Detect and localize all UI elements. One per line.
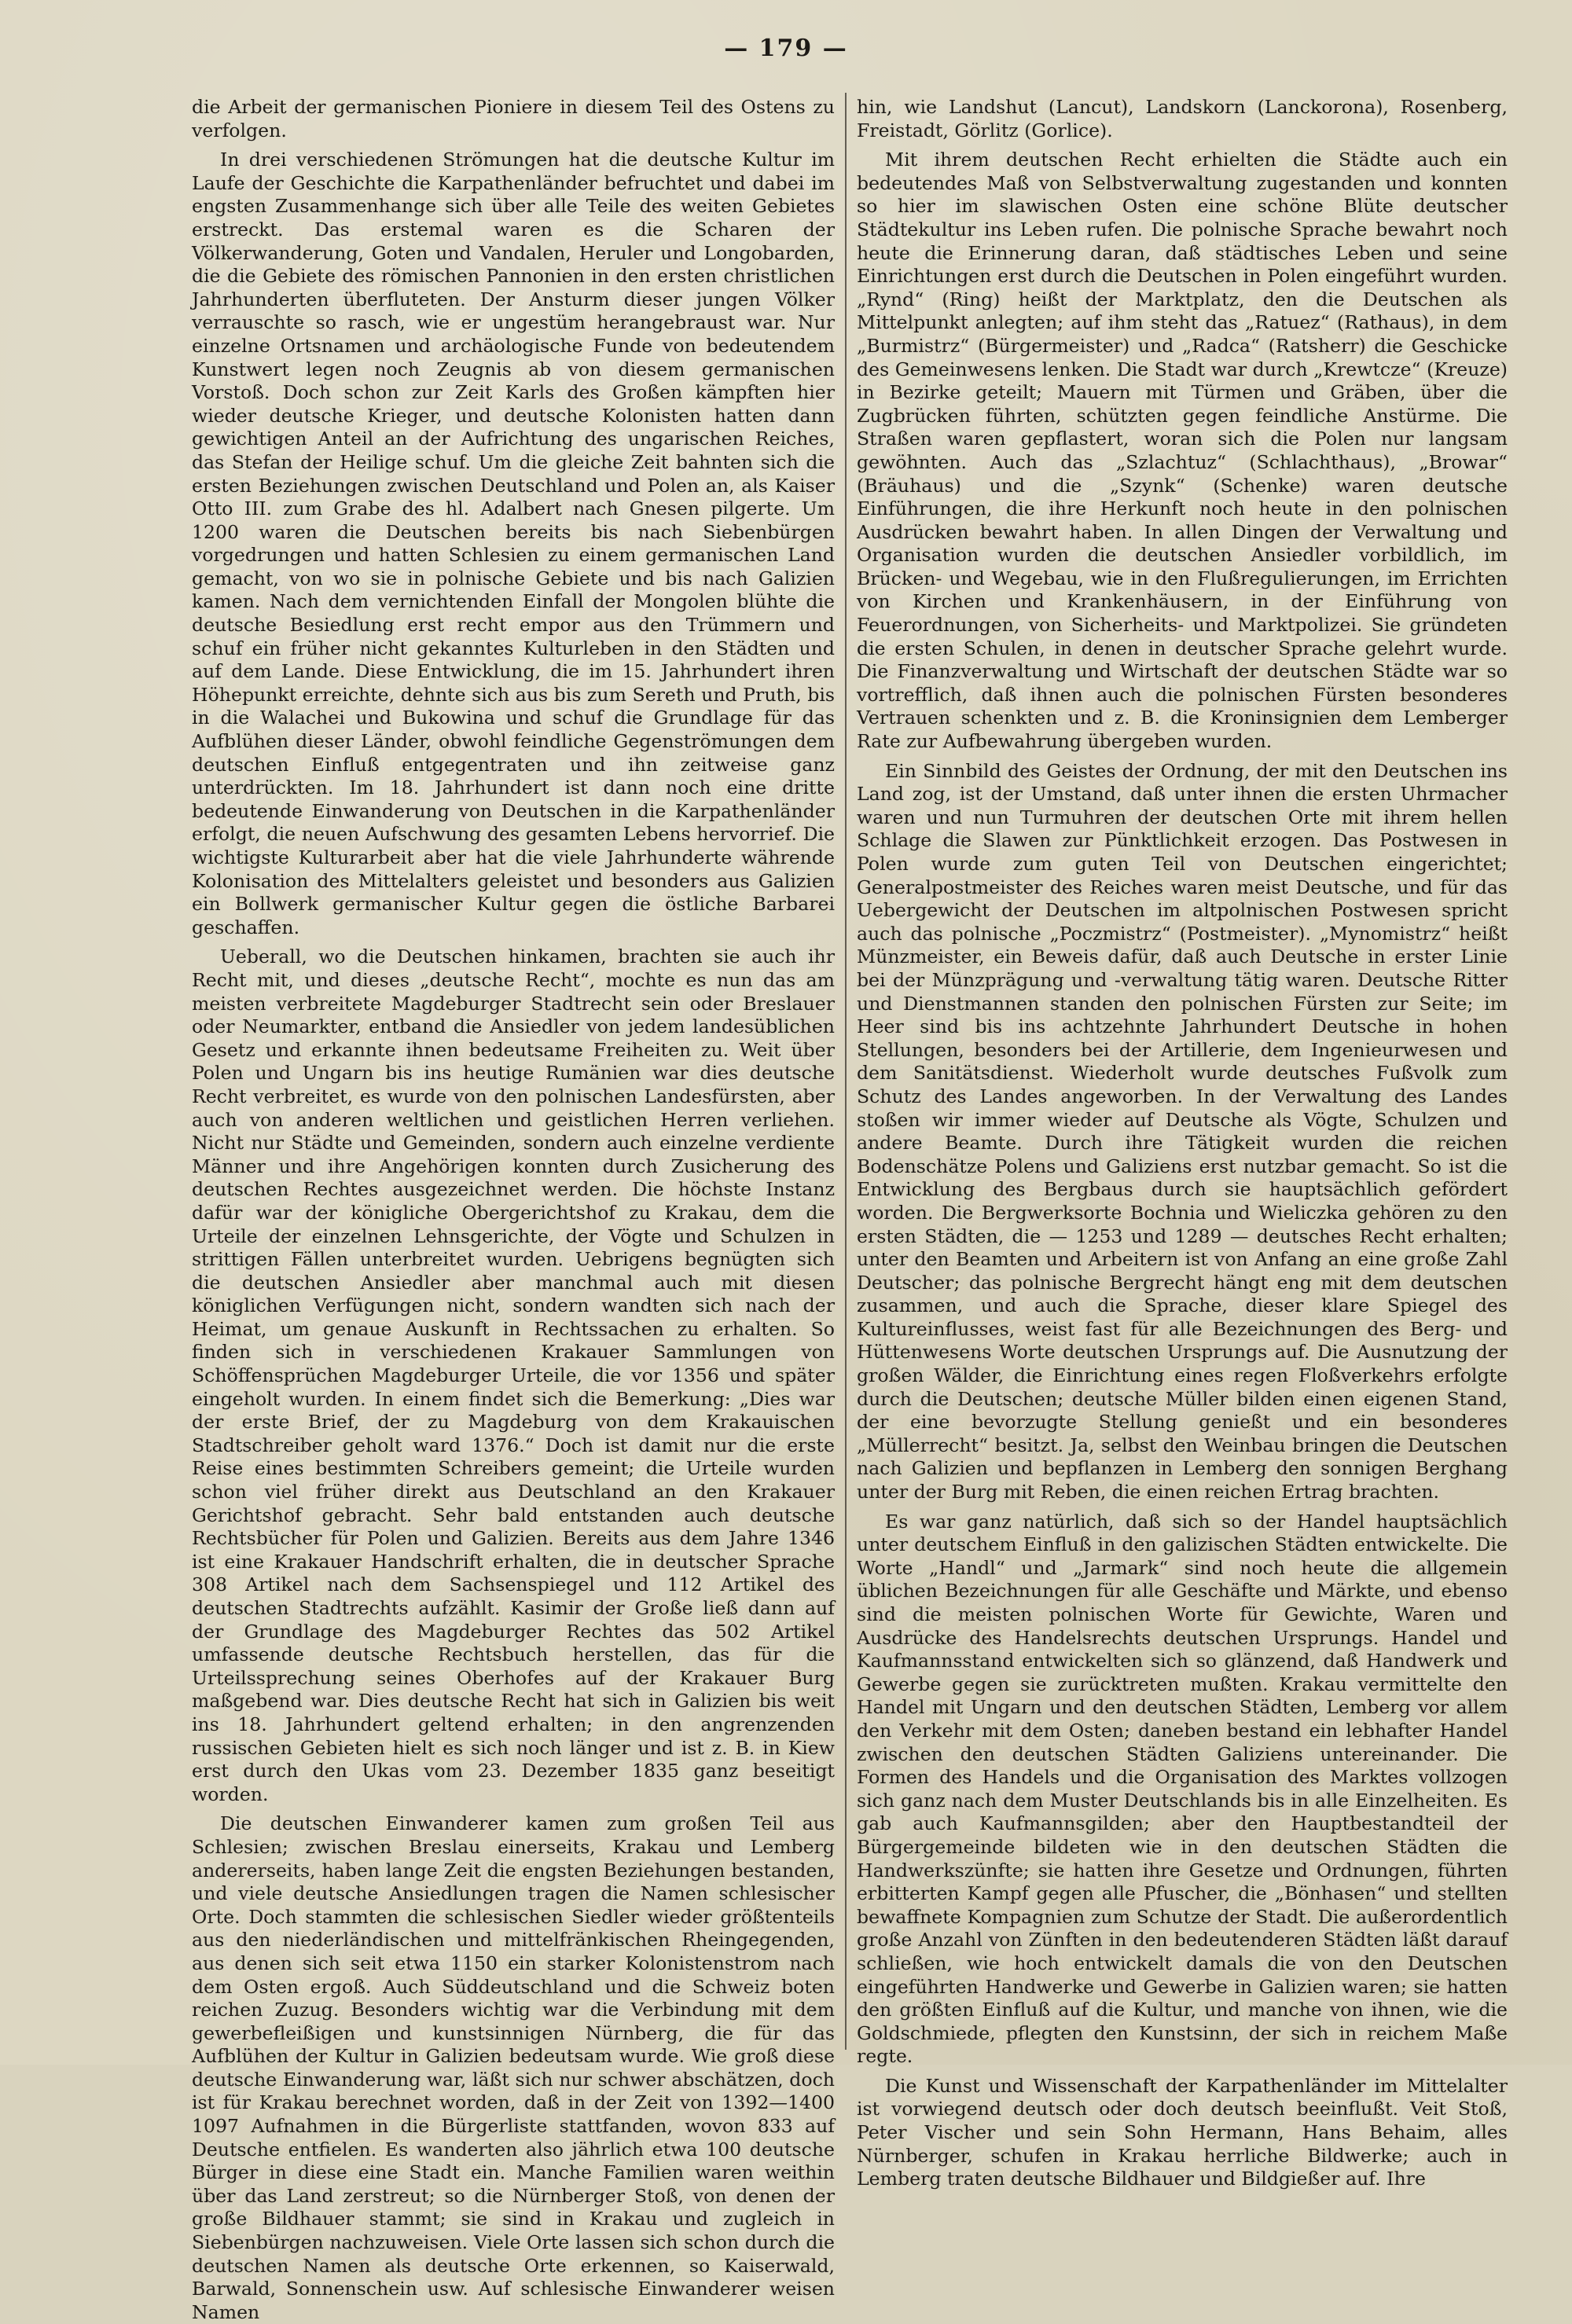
column-divider bbox=[845, 93, 847, 2050]
paragraph: Die deutschen Einwanderer kamen zum großen Teil aus Schlesien; zwischen Breslau einerseits, Krakau und Lemberg andererseits, haben lange Zeit die engsten Beziehungen bestanden, und viele deutsche Ansiedlungen tragen die Namen schlesischer Orte. Doch stammten die schlesischen Siedler wieder größtenteils aus den niederländischen und mittelfränkischen Rheingegenden, aus denen sich seit etwa 1150 ein starker Kolonistenstrom nach dem Osten ergoß. Auch Süddeutschland und die Schweiz boten reichen Zuzug. Besonders wichtig war die Verbindung mit dem gewerbefleißigen und kunstsinnigen Nürnberg, die für das Aufblühen der Kultur in Galizien bedeutsam wurde. Wie groß diese deutsche Einwanderung war, läßt sich nur schwer abschätzen, doch ist für Krakau berechnet worden, daß in der Zeit von 1392—1400 1097 Aufnahmen in die Bürgerliste stattfanden, wovon 833 auf Deutsche entfielen. Es wanderten also jährlich etwa 100 deutsche Bürger in diese eine Stadt ein. Manche Familien waren weithin über das Land zerstreut; so die Nürnberger Stoß, von denen der große Bildhauer stammt; sie sind in Krakau und zugleich in Siebenbürgen nachzuweisen. Viele Orte lassen sich schon durch die deutschen Namen als deutsche Orte erkennen, so Kaiserwald, Barwald, Sonnenschein usw. Auf schlesische Einwanderer weisen Namen bbox=[192, 1812, 835, 2323]
paragraph: Ein Sinnbild des Geistes der Ordnung, der mit den Deutschen ins Land zog, ist der Umstand, daß unter ihnen die ersten Uhrmacher waren und nun Turmuhren der deutschen Orte mit ihrem hellen Schlage die Slawen zur Pünktlichkeit erzogen. Das Postwesen in Polen wurde zum guten Teil von Deutschen eingerichtet; Generalpostmeister des Reiches waren meist Deutsche, und für das Uebergewicht der Deutschen im altpolnischen Postwesen spricht auch das polnische „Poczmistrz“ (Postmeister). „Mynomistrz“ heißt Münzmeister, ein Beweis dafür, daß auch Deutsche in erster Linie bei der Münzprägung und -verwaltung tätig waren. Deutsche Ritter und Dienstmannen standen den polnischen Fürsten zur Seite; im Heer sind bis ins achtzehnte Jahrhundert Deutsche in hohen Stellungen, besonders bei der Artillerie, dem Ingenieurwesen und dem Sanitätsdienst. Wiederholt wurde deutsches Fußvolk zum Schutz des Landes angeworben. In der Verwaltung des Landes stoßen wir immer wieder auf Deutsche als Vögte, Schulzen und andere Beamte. Durch ihre Tätigkeit wurden die reichen Bodenschätze Polens und Galiziens erst nutzbar gemacht. So ist die Entwicklung des Bergbaus durch sie hauptsächlich gefördert worden. Die Bergwerksorte Bochnia und Wieliczka gehören zu den ersten Städten, die — 1253 und 1289 — deutsches Recht erhalten; unter den Beamten und Arbeitern ist von Anfang an eine große Zahl Deutscher; das polnische Bergrecht hängt eng mit dem deutschen zusammen, und auch die Sprache, dieser klare Spiegel des Kultureinflusses, weist fast für alle Bezeichnungen des Berg- und Hüttenwesens Worte deutschen Ursprungs auf. Die Ausnutzung der großen Wälder, die Einrichtung eines regen Floßverkehrs erfolgte durch die Deutschen; deutsche Müller bilden einen eigenen Stand, der eine bevorzugte Stellung genießt und ein besonderes „Müllerrecht“ besitzt. Ja, selbst den Weinbau bringen die Deutschen nach Galizien und bepflanzen in Lemberg den sonnigen Berghang unter der Burg mit Reben, die einen reichen Ertrag brachten. bbox=[857, 759, 1508, 1503]
paragraph: hin, wie Landshut (Lancut), Landskorn (Lanckorona), Rosenberg, Freistadt, Görlitz (Gorlice). bbox=[857, 96, 1508, 141]
paragraph: die Arbeit der germanischen Pioniere in diesem Teil des Ostens zu verfolgen. bbox=[192, 96, 835, 141]
right-column bbox=[857, 96, 1508, 2190]
paragraph: Die Kunst und Wissenschaft der Karpathenländer im Mittelalter ist vorwiegend deutsch oder doch deutsch beeinflußt. Veit Stoß, Peter Vischer und sein Sohn Hermann, Hans Behaim, alles Nürnberger, schufen in Krakau herrliche Bildwerke; auch in Lemberg traten deutsche Bildhauer und Bildgießer auf. Ihre bbox=[857, 2074, 1508, 2190]
paragraph: Mit ihrem deutschen Recht erhielten die Städte auch ein bedeutendes Maß von Selbstverwaltung zugestanden und konnten so hier im slawischen Osten eine schöne Blüte deutscher Städtekultur ins Leben rufen. Die polnische Sprache bewahrt noch heute die Erinnerung daran, daß städtisches Leben und seine Einrichtungen erst durch die Deutschen in Polen eingeführt wurden. „Rynd“ (Ring) heißt der Marktplatz, den die Deutschen als Mittelpunkt anlegten; auf ihm steht das „Ratuez“ (Rathaus), in dem „Burmistrz“ (Bürgermeister) und „Radca“ (Ratsherr) die Geschicke des Gemeinwesens lenken. Die Stadt war durch „Krewtcze“ (Kreuze) in Bezirke geteilt; Mauern mit Türmen und Gräben, über die Zugbrücken führten, schützten gegen feindliche Anstürme. Die Straßen waren gepflastert, woran sich die Polen nur langsam gewöhnten. Auch das „Szlachtuz“ (Schlachthaus), „Browar“ (Bräuhaus) und die „Szynk“ (Schenke) waren deutsche Einführungen, die ihre Herkunft noch heute in den polnischen Ausdrücken bewahrt haben. In allen Dingen der Verwaltung und Organisation wurden die deutschen Ansiedler vorbildlich, im Brücken- und Wegebau, wie in den Flußregulierungen, im Errichten von Kirchen und Krankenhäusern, in der Einführung von Feuerordnungen, von Sicherheits- und Marktpolizei. Sie gründeten die ersten Schulen, in denen in deutscher Sprache gelehrt wurde. Die Finanzverwaltung und Wirtschaft der deutschen Städte war so vortrefflich, daß ihnen auch die polnischen Fürsten besonderes Vertrauen schenkten und z. B. die Kroninsignien dem Lemberger Rate zur Aufbewahrung übergeben wurden. bbox=[857, 149, 1508, 753]
page-number: — 179 — bbox=[724, 35, 848, 62]
paragraph: In drei verschiedenen Strömungen hat die deutsche Kultur im Laufe der Geschichte die Karpathenländer befruchtet und dabei im engsten Zusammenhange sich über alle Teile des weiten Gebietes erstreckt. Das erstemal waren es die Scharen der Völkerwanderung, Goten und Vandalen, Heruler und Longobarden, die die Gebiete des römischen Pannonien in den ersten christlichen Jahrhunderten überfluteten. Der Ansturm dieser jungen Völker verrauschte so rasch, wie er ungestüm herangebraust war. Nur einzelne Ortsnamen und archäologische Funde von bedeutendem Kunstwert legen noch Zeugnis ab von diesem germanischen Vorstoß. Doch schon zur Zeit Karls des Großen kämpften hier wieder deutsche Krieger, und deutsche Kolonisten hatten dann gewichtigen Anteil an der Aufrichtung des ungarischen Reiches, das Stefan der Heilige schuf. Um die gleiche Zeit bahnten sich die ersten Beziehungen zwischen Deutschland und Polen an, als Kaiser Otto III. zum Grabe des hl. Adalbert nach Gnesen pilgerte. Um 1200 waren die Deutschen bereits bis nach Siebenbürgen vorgedrungen und hatten Schlesien zu einem germanischen Land gemacht, von wo sie in polnische Gebiete und bis nach Galizien kamen. Nach dem vernichtenden Einfall der Mongolen blühte die deutsche Besiedlung erst recht empor aus den Trümmern und schuf ein früher nicht gekanntes Kulturleben in den Städten und auf dem Lande. Diese Entwicklung, die im 15. Jahrhundert ihren Höhepunkt erreichte, dehnte sich aus bis zum Sereth und Pruth, bis in die Walachei und Bukowina und schuf die Grundlage für das Aufblühen dieser Länder, obwohl feindliche Gegenströmungen dem deutschen Einfluß entgegentraten und ihn zeitweise ganz unterdrückten. Im 18. Jahrhundert ist dann noch eine dritte bedeutende Einwanderung von Deutschen in die Karpathenländer erfolgt, die neuen Aufschwung des gesamten Lebens hervorrief. Die wichtigste Kulturarbeit aber hat die viele Jahrhunderte währende Kolonisation des Mittelalters geleistet und besonders aus Galizien ein Bollwerk germanischer Kultur gegen die östliche Barbarei geschaffen. bbox=[192, 149, 835, 938]
paragraph: Es war ganz natürlich, daß sich so der Handel hauptsächlich unter deutschem Einfluß in den galizischen Städten entwickelte. Die Worte „Handl“ und „Jarmark“ sind noch heute die allgemein üblichen Bezeichnungen für alle Geschäfte und Märkte, und ebenso sind die meisten polnischen Worte für Gewichte, Waren und Ausdrücke des Handelsrechts deutschen Ursprungs. Handel und Kaufmannsstand entwickelten sich so glänzend, daß Handwerk und Gewerbe gegen sie zurücktreten mußten. Krakau vermittelte den Handel mit Ungarn und den deutschen Städten, Lemberg vor allem den Verkehr mit dem Osten; daneben bestand ein lebhafter Handel zwischen den deutschen Städten Galiziens untereinander. Die Formen des Handels und die Organisation des Marktes vollzogen sich ganz nach dem Muster Deutschlands bis in alle Einzelheiten. Es gab auch Kaufmannsgilden; aber den Hauptbestandteil der Bürgergemeinde bildeten wie in den deutschen Städten die Handwerkszünfte; sie hatten ihre Gesetze und Ordnungen, führten erbitterten Kampf gegen alle Pfuscher, die „Bönhasen“ und stellten bewaffnete Kompagnien zum Schutze der Stadt. Die außerordentlich große Anzahl von Zünften in den bedeutenderen Städten läßt darauf schließen, wie hoch entwickelt damals die von den Deutschen eingeführten Handwerke und Gewerbe in Galizien waren; sie hatten den größten Einfluß auf die Kultur, und manche von ihnen, wie die Goldschmiede, pflegten den Kunstsinn, der sich in reichem Maße regte. bbox=[857, 1510, 1508, 2068]
paragraph: Ueberall, wo die Deutschen hinkamen, brachten sie auch ihr Recht mit, und dieses „deutsche Recht“, mochte es nun das am meisten verbreitete Magdeburger Stadtrecht sein oder Breslauer oder Neumarkter, entband die Ansiedler von jedem landesüblichen Gesetz und erkannte ihnen bedeutsame Freiheiten zu. Weit über Polen und Ungarn bis ins heutige Rumänien war dies deutsche Recht verbreitet, es wurde von den polnischen Landesfürsten, aber auch von anderen weltlichen und geistlichen Herren verliehen. Nicht nur Städte und Gemeinden, sondern auch einzelne verdiente Männer und ihre Angehörigen konnten durch Zusicherung des deutschen Rechtes ausgezeichnet werden. Die höchste Instanz dafür war der königliche Obergerichtshof zu Krakau, dem die Urteile der einzelnen Lehnsgerichte, der Vögte und Schulzen in strittigen Fällen unterbreitet wurden. Uebrigens begnügten sich die deutschen Ansiedler aber manchmal auch mit diesen königlichen Verfügungen nicht, sondern wandten sich nach der Heimat, um genaue Auskunft in Rechtssachen zu erhalten. So finden sich in verschiedenen Krakauer Sammlungen von Schöffensprüchen Magdeburger Urteile, die vor 1356 und später eingeholt wurden. In einem findet sich die Bemerkung: „Dies war der erste Brief, der zu Magdeburg von dem Krakauischen Stadtschreiber geholt ward 1376.“ Doch ist damit nur die erste Reise eines bestimmten Schreibers gemeint; die Urteile wurden schon viel früher direkt aus Deutschland an den Krakauer Gerichtshof gebracht. Sehr bald entstanden auch deutsche Rechtsbücher für Polen und Galizien. Bereits aus dem Jahre 1346 ist eine Krakauer Handschrift erhalten, die in deutscher Sprache 308 Artikel nach dem Sachsenspiegel und 112 Artikel des deutschen Stadtrechts aufzählt. Kasimir der Große ließ dann auf der Grundlage des Magdeburger Rechtes das 502 Artikel umfassende deutsche Rechtsbuch herstellen, das für die Urteilssprechung seines Oberhofes auf der Krakauer Burg maßgebend war. Dies deutsche Recht hat sich in Galizien bis weit ins 18. Jahrhundert geltend erhalten; in den angrenzenden russischen Gebieten hielt es sich noch länger und ist z. B. in Kiew erst durch den Ukas vom 23. Dezember 1835 ganz beseitigt worden. bbox=[192, 945, 835, 1805]
left-column bbox=[192, 96, 835, 2323]
